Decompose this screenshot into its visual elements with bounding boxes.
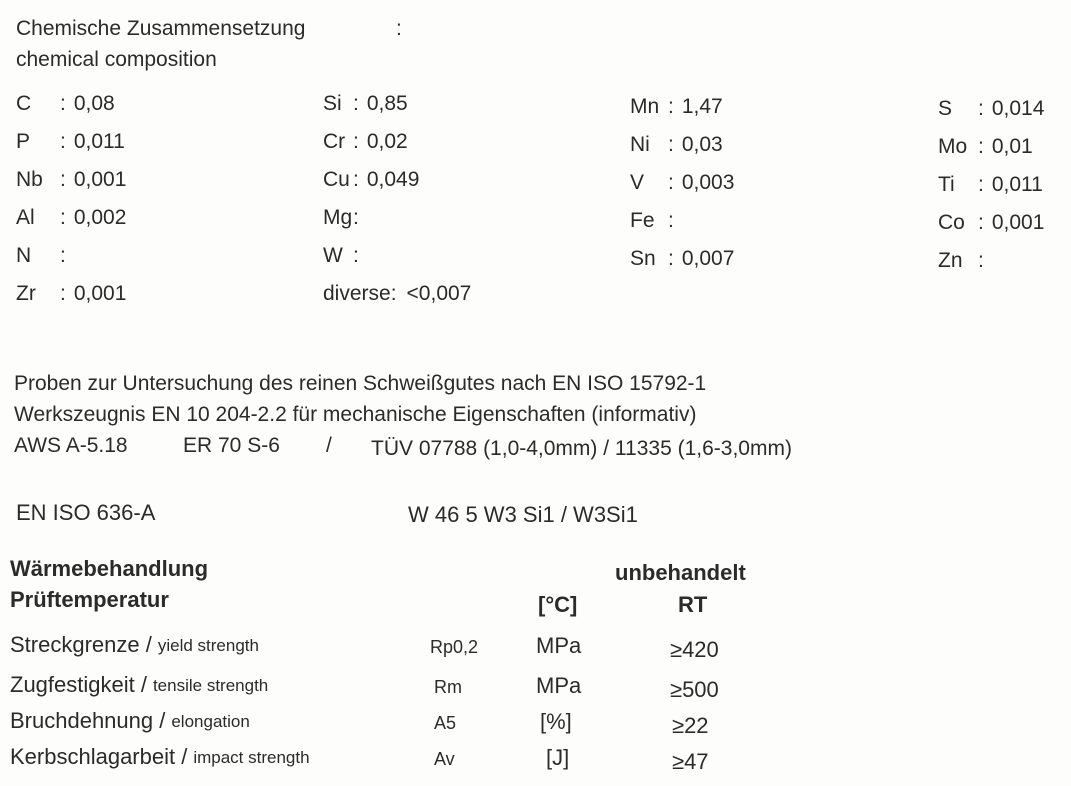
property-unit: [J] <box>546 745 570 770</box>
element-value: 0,014 <box>991 97 1045 120</box>
aws-class: ER 70 S-6 <box>183 434 280 457</box>
element-value: 0,001 <box>73 282 127 305</box>
element-symbol: Zr <box>16 282 36 305</box>
element-diverse <box>323 282 471 306</box>
property-symbol: Rp0,2 <box>430 637 479 657</box>
element-symbol: Mg <box>323 206 353 229</box>
property-name-en: yield strength <box>157 636 259 655</box>
element-separator: : <box>60 244 66 267</box>
standard-label: EN ISO 636-A <box>16 500 156 525</box>
element-mg <box>323 206 367 230</box>
element-al <box>16 206 126 230</box>
element-symbol: Zn <box>938 249 963 272</box>
property-symbol: Rm <box>434 677 462 697</box>
unit-header: [°C] <box>538 592 578 617</box>
element-value: 0,001 <box>73 168 127 191</box>
element-symbol: Mo <box>938 135 968 158</box>
element-value: 0,02 <box>366 130 408 153</box>
element-separator: : <box>353 206 359 229</box>
element-v <box>630 171 734 195</box>
test-temperature-heading: Prüftemperatur <box>10 587 169 612</box>
element-separator: : <box>668 171 674 194</box>
element-p <box>16 130 125 154</box>
property-value: ≥500 <box>670 677 719 702</box>
property-name-en: tensile strength <box>152 676 269 695</box>
element-si <box>323 92 408 116</box>
element-symbol: Fe <box>630 209 655 232</box>
element-symbol: Sn <box>630 247 656 270</box>
composition-title-colon: : <box>396 17 402 40</box>
heat-treatment-heading: Wärmebehandlung <box>10 556 209 581</box>
element-n <box>16 244 74 268</box>
element-value: 1,47 <box>681 95 723 118</box>
element-w <box>323 244 367 268</box>
property-value: ≥47 <box>672 749 709 774</box>
element-zn <box>938 249 992 273</box>
property-symbol: A5 <box>434 713 457 733</box>
standard-value: W 46 5 W3 Si1 / W3Si1 <box>408 502 638 527</box>
element-separator: : <box>60 130 66 153</box>
element-nb <box>16 168 126 192</box>
element-zr <box>16 282 126 306</box>
element-value: 0,002 <box>73 206 127 229</box>
element-value: 0,011 <box>991 173 1043 196</box>
element-separator: : <box>668 133 674 156</box>
note-line-1: Proben zur Untersuchung des reinen Schweißgutes nach EN ISO 15792-1 <box>14 372 707 395</box>
property-name-de: Streckgrenze / <box>10 632 152 657</box>
element-cr <box>323 130 408 154</box>
element-symbol: Cr <box>323 130 346 153</box>
element-separator: : <box>60 168 66 191</box>
element-ni <box>630 133 723 157</box>
untreated-header: unbehandelt <box>615 560 746 585</box>
element-separator: : <box>60 92 66 115</box>
element-symbol: Mn <box>630 95 660 118</box>
property-unit: [%] <box>540 709 572 734</box>
element-separator: : <box>60 282 66 305</box>
element-separator: : <box>390 282 397 305</box>
element-value: <0,007 <box>406 282 472 305</box>
element-separator: : <box>978 211 984 234</box>
element-separator: : <box>978 173 984 196</box>
property-name-de: Kerbschlagarbeit / <box>10 744 188 769</box>
element-symbol: Nb <box>16 168 43 191</box>
element-c <box>16 92 115 116</box>
element-cu <box>323 168 419 192</box>
element-symbol: Cu <box>323 168 350 191</box>
property-symbol: Av <box>434 749 455 769</box>
element-separator: : <box>978 135 984 158</box>
element-symbol: Al <box>16 206 35 229</box>
element-symbol: Ni <box>630 133 650 156</box>
aws-slash: / <box>326 434 332 457</box>
element-symbol: Ti <box>938 173 955 196</box>
element-value: 0,85 <box>366 92 408 115</box>
element-value: 0,001 <box>991 211 1045 234</box>
property-unit: MPa <box>536 673 582 698</box>
element-symbol: V <box>630 171 645 194</box>
composition-title-de: Chemische Zusammensetzung <box>16 17 306 40</box>
element-symbol: Si <box>323 92 342 115</box>
property-value: ≥420 <box>670 637 719 662</box>
element-separator: : <box>353 130 359 153</box>
element-value: 0,007 <box>681 247 735 270</box>
element-separator: : <box>668 247 674 270</box>
element-value: 0,003 <box>681 171 735 194</box>
property-name-en: impact strength <box>193 748 310 767</box>
element-separator: : <box>668 95 674 118</box>
property-unit: MPa <box>536 633 582 658</box>
element-value: 0,03 <box>681 133 723 156</box>
aws-label: AWS A-5.18 <box>14 434 128 457</box>
element-value: 0,011 <box>73 130 125 153</box>
element-mo <box>938 135 1033 159</box>
element-value: 0,08 <box>73 92 115 115</box>
element-ti <box>938 173 1043 197</box>
element-symbol: S <box>938 97 953 120</box>
element-value: 0,049 <box>366 168 420 191</box>
property-name-de: Bruchdehnung / <box>10 708 166 733</box>
element-separator: : <box>353 168 359 191</box>
note-line-2: Werkszeugnis EN 10 204-2.2 für mechanische Eigenschaften (informativ) <box>14 403 697 426</box>
rt-header: RT <box>678 592 708 617</box>
element-symbol: Co <box>938 211 965 234</box>
element-separator: : <box>978 97 984 120</box>
element-symbol: C <box>16 92 32 115</box>
element-separator: : <box>353 92 359 115</box>
element-separator: : <box>978 249 984 272</box>
element-fe <box>630 209 682 233</box>
tuv-approval: TÜV 07788 (1,0-4,0mm) / 11335 (1,6-3,0mm) <box>371 437 792 460</box>
element-sn <box>630 247 734 271</box>
composition-title-en: chemical composition <box>16 48 217 71</box>
element-separator: : <box>353 244 359 267</box>
element-separator: : <box>60 206 66 229</box>
element-separator: : <box>668 209 674 232</box>
element-value: 0,01 <box>991 135 1033 158</box>
element-co <box>938 211 1044 235</box>
element-symbol: diverse <box>323 282 391 305</box>
property-name-en: elongation <box>171 712 250 731</box>
property-name-de: Zugfestigkeit / <box>10 672 147 697</box>
element-mn <box>630 95 723 119</box>
element-symbol: P <box>16 130 31 153</box>
property-value: ≥22 <box>672 713 709 738</box>
element-symbol: N <box>16 244 32 267</box>
element-symbol: W <box>323 244 343 267</box>
element-s <box>938 97 1044 121</box>
